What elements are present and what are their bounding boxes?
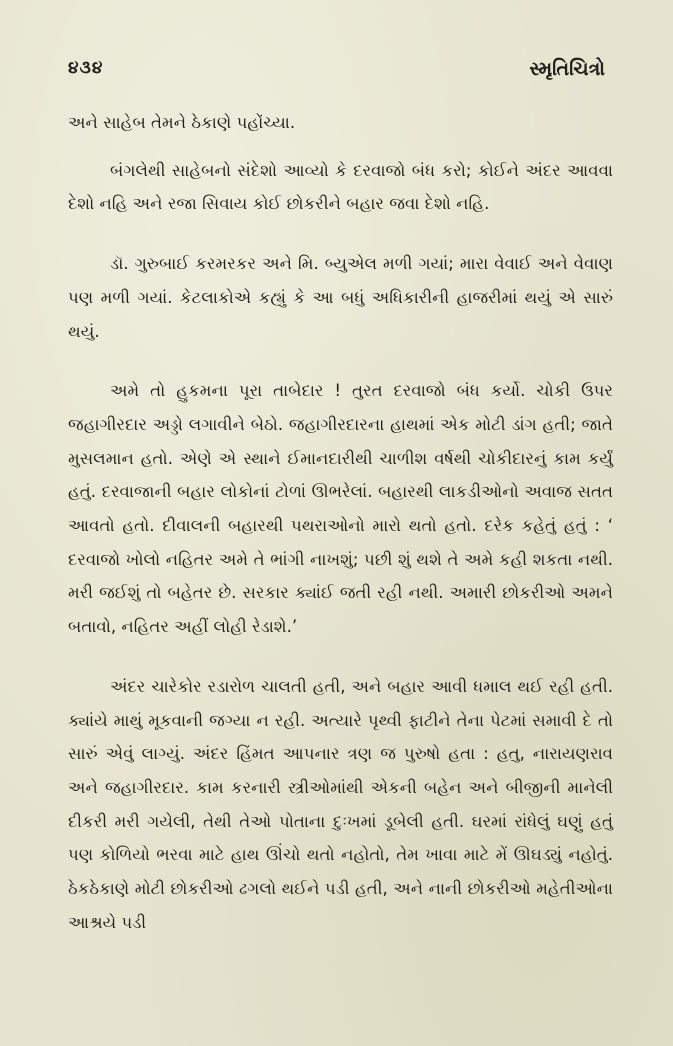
body-text [68, 106, 613, 965]
paragraph: અને સાહેબ તેમને ઠેકાણે પહોંચ્યા. [68, 113, 296, 132]
running-title: સ્મૃતિચિત્રો [529, 58, 605, 80]
paragraph: અંદર ચારેકોર રડારોળ ચાલતી હતી, અને બહાર આવી ધમાલ થઈ રહી હતી. ક્યાંયે માથું મૂકવાની જગ્યા ન રહી. અત્યારે પૃથ્વી ફાટીને તેના પેટમાં સમાવી દે તો સારું એવું લાગ્યું. અંદર હિંમત આપનાર ત્રણ જ પુરુષો હતા : હતુ, નારાયણરાવ અને જહાગીરદાર. કામ કરનારી સ્ત્રીઓમાંથી એકની બહેન અને બીજીની માનેલી દીકરી મરી ગયેલી, તેથી તેઓ પોતાના દુઃખમાં ડૂબેલી હતી. ઘરમાં રાંધેલું ઘણું હતું પણ કોળિયો ભરવા માટે હાથ ઊંચો થતો નહોતો, તેમ ખાવા માટે મેં ઊઘડ્યું નહોતું. ઠેકઠેકાણે મોટી છોકરીઓ ઢગલો થઈને પડી હતી, અને નાની છોકરીઓ મહેતીઓના આશ્રયે પડી [68, 676, 613, 932]
paragraph: અમે તો હુકમના પૂરા તાબેદાર ! તુરત દરવાજો બંધ કર્યો. ચોકી ઉપર જહાગીરદાર અડ્ડો લગાવીને બેઠો. જહાગીરદારના હાથમાં એક મોટી ડાંગ હતી; જાતે મુસલમાન હતો. એણે એ સ્થાને ઈમાનદારીથી ચાળીશ વર્ષથી ચોકીદારનું કામ કર્યું હતું. દરવાજાની બહાર લોકોનાં ટોળાં ઊભરેલાં. બહારથી લાકડીઓનો અવાજ સતત આવતો હતો. દીવાલની બહારથી પથરાઓનો મારો થતો હતો. દરેક કહેતું હતું : ‘ દરવાજો ખોલો નહિતર અમે તે ભાંગી નાખશું; પછી શું થશે તે અમે કહી શકતા નથી. મરી જઈશું તો બહેતર છે. સરકાર ક્યાંઈ જતી રહી નથી. અમારી છોકરીઓ અમને બતાવો, નહિતર અહીં લોહી રેડાશે.’ [68, 381, 613, 637]
paragraph: ડૉ. ગુરુબાઈ કરમરકર અને મિ. બ્યુએલ મળી ગયાં; મારા વેવાઈ અને વેવાણ પણ મળી ગયાં. કેટલાકોએ કહ્યું કે આ બધું અધિકારીની હાજરીમાં થયું એ સારું થયું. [68, 254, 613, 341]
page-header [68, 58, 605, 88]
page-number: ૪૩૪ [68, 58, 104, 78]
paragraph: બંગલેથી સાહેબનો સંદેશો આવ્યો કે દરવાજો બંધ કરો; કોઈને અંદર આવવા દેશો નહિ અને રજા સિવાય કોઈ છોકરીને બહાર જવા દેશો નહિ. [68, 160, 613, 214]
